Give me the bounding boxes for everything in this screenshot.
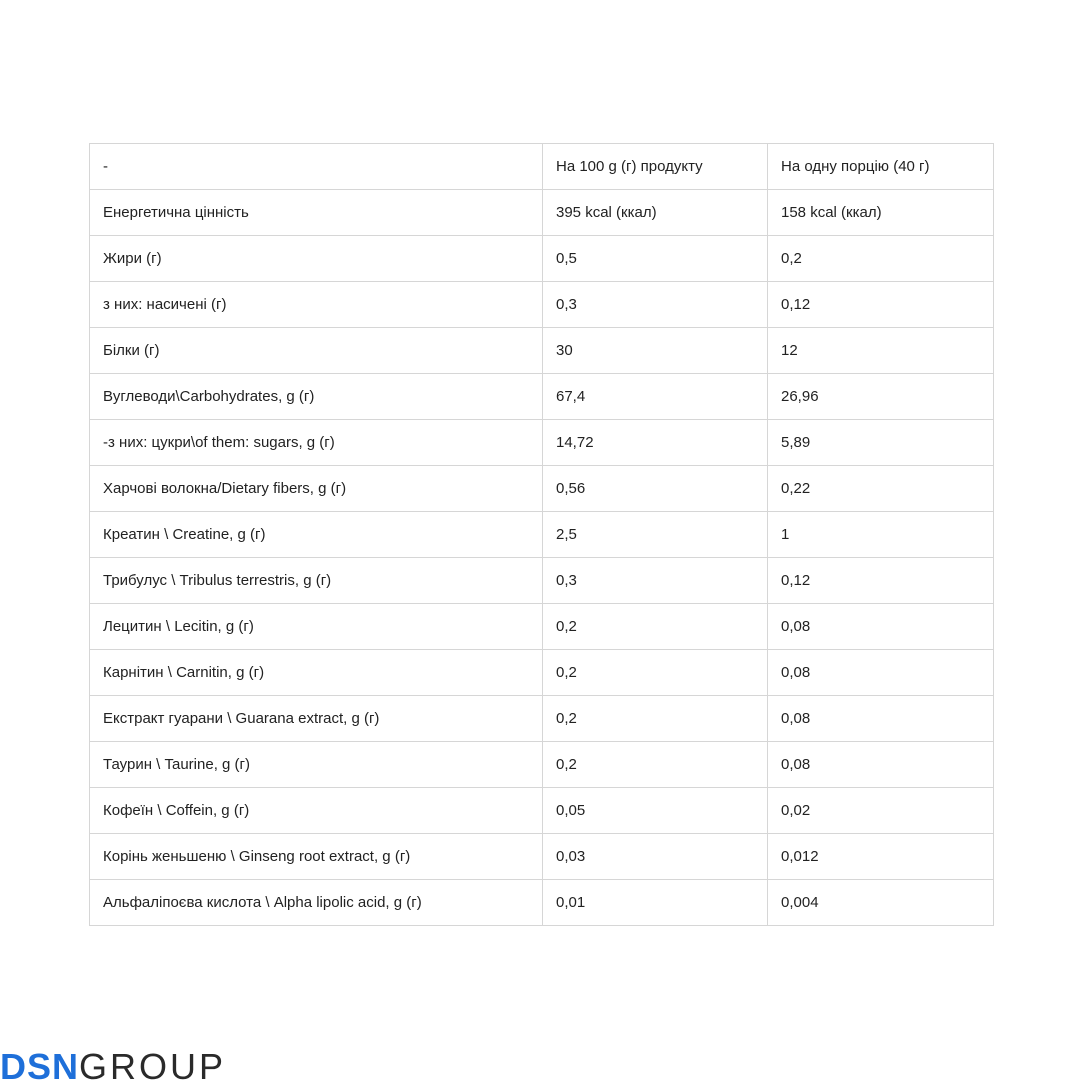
cell-per-100g: 2,5 <box>543 512 768 558</box>
cell-nutrient: Енергетична цінність <box>90 190 543 236</box>
cell-per-100g: 0,2 <box>543 604 768 650</box>
table-row <box>90 696 994 742</box>
cell-per-100g: 30 <box>543 328 768 374</box>
nutrition-table-container <box>89 143 993 926</box>
logo-text-group: GROUP <box>79 1048 227 1084</box>
header-cell-nutrient: - <box>90 144 543 190</box>
cell-nutrient: з них: насичені (г) <box>90 282 543 328</box>
cell-per-serving: 0,08 <box>768 696 994 742</box>
logo-text <box>0 1048 226 1084</box>
cell-per-serving: 0,08 <box>768 604 994 650</box>
cell-per-serving: 12 <box>768 328 994 374</box>
logo-text-dsn: DSN <box>0 1048 80 1084</box>
table-row <box>90 742 994 788</box>
cell-per-serving: 158 kcal (ккал) <box>768 190 994 236</box>
table-row <box>90 236 994 282</box>
table-row <box>90 834 994 880</box>
cell-per-serving: 0,12 <box>768 282 994 328</box>
nutrition-table-body <box>90 144 994 926</box>
cell-nutrient: Креатин \ Creatine, g (г) <box>90 512 543 558</box>
table-row <box>90 466 994 512</box>
dsn-group-logo <box>0 1048 330 1084</box>
cell-per-serving: 26,96 <box>768 374 994 420</box>
cell-per-100g: 0,03 <box>543 834 768 880</box>
cell-per-100g: 395 kcal (ккал) <box>543 190 768 236</box>
cell-per-100g: 0,05 <box>543 788 768 834</box>
table-row <box>90 788 994 834</box>
cell-per-serving: 0,02 <box>768 788 994 834</box>
header-cell-per-100g: На 100 g (г) продукту <box>543 144 768 190</box>
cell-per-100g: 0,56 <box>543 466 768 512</box>
cell-per-100g: 0,2 <box>543 742 768 788</box>
cell-nutrient: Харчові волокна/Dietary fibers, g (г) <box>90 466 543 512</box>
table-row <box>90 880 994 926</box>
cell-per-100g: 0,5 <box>543 236 768 282</box>
table-row <box>90 190 994 236</box>
cell-per-serving: 0,22 <box>768 466 994 512</box>
table-header-row <box>90 144 994 190</box>
cell-per-serving: 0,2 <box>768 236 994 282</box>
table-row <box>90 282 994 328</box>
cell-per-100g: 67,4 <box>543 374 768 420</box>
cell-per-serving: 0,08 <box>768 742 994 788</box>
table-row <box>90 420 994 466</box>
cell-per-100g: 0,01 <box>543 880 768 926</box>
table-row <box>90 604 994 650</box>
table-row <box>90 650 994 696</box>
cell-nutrient: Альфаліпоєва кислота \ Alpha lipolic acid, g (г) <box>90 880 543 926</box>
cell-nutrient: Корінь женьшеню \ Ginseng root extract, g (г) <box>90 834 543 880</box>
table-row <box>90 512 994 558</box>
header-cell-per-serving: На одну порцію (40 г) <box>768 144 994 190</box>
nutrition-table <box>89 143 994 926</box>
cell-per-100g: 0,3 <box>543 558 768 604</box>
cell-nutrient: Карнітин \ Carnitin, g (г) <box>90 650 543 696</box>
cell-nutrient: Трибулус \ Tribulus terrestris, g (г) <box>90 558 543 604</box>
cell-per-100g: 14,72 <box>543 420 768 466</box>
cell-nutrient: Кофеїн \ Coffein, g (г) <box>90 788 543 834</box>
cell-per-serving: 0,12 <box>768 558 994 604</box>
cell-nutrient: Екстракт гуарани \ Guarana extract, g (г) <box>90 696 543 742</box>
logo-wordmark <box>0 1048 330 1084</box>
cell-per-serving: 0,004 <box>768 880 994 926</box>
cell-per-100g: 0,2 <box>543 650 768 696</box>
cell-per-serving: 0,012 <box>768 834 994 880</box>
table-row <box>90 328 994 374</box>
cell-per-serving: 0,08 <box>768 650 994 696</box>
cell-nutrient: Білки (г) <box>90 328 543 374</box>
cell-per-serving: 5,89 <box>768 420 994 466</box>
cell-per-serving: 1 <box>768 512 994 558</box>
cell-per-100g: 0,3 <box>543 282 768 328</box>
table-row <box>90 374 994 420</box>
cell-nutrient: Жири (г) <box>90 236 543 282</box>
cell-per-100g: 0,2 <box>543 696 768 742</box>
table-row <box>90 558 994 604</box>
cell-nutrient: Таурин \ Taurine, g (г) <box>90 742 543 788</box>
cell-nutrient: -з них: цукри\of them: sugars, g (г) <box>90 420 543 466</box>
cell-nutrient: Лецитин \ Lecitin, g (г) <box>90 604 543 650</box>
cell-nutrient: Вуглеводи\Carbohydrates, g (г) <box>90 374 543 420</box>
